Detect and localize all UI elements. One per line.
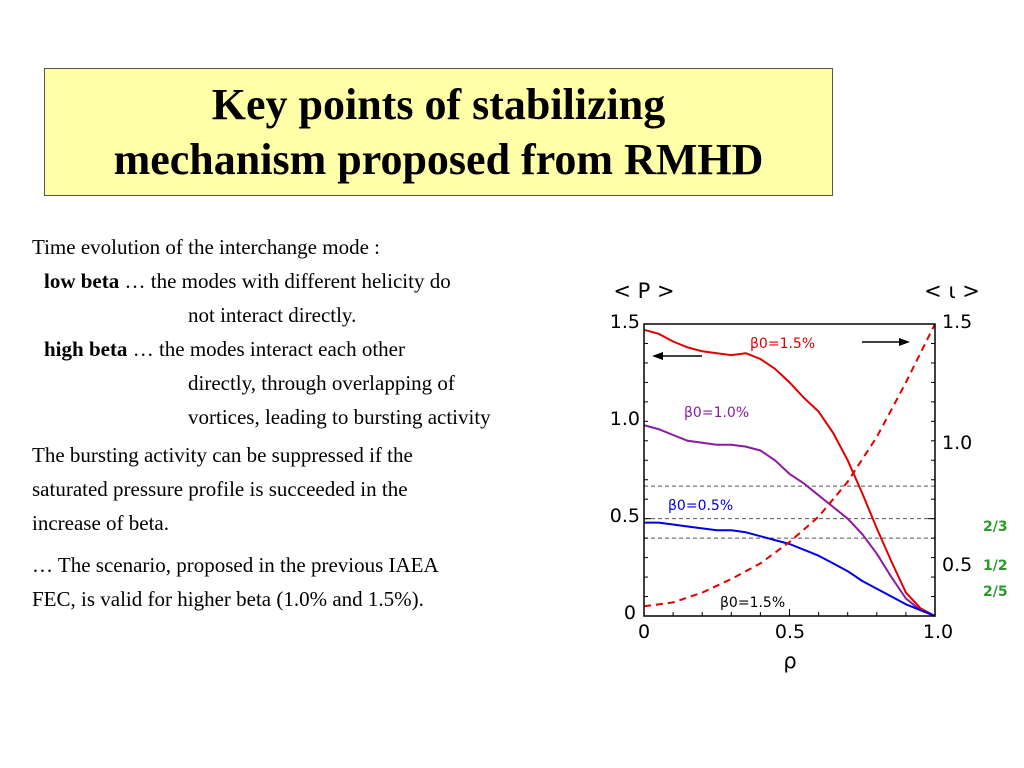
x-tick-labels xyxy=(638,621,953,643)
plot-frame xyxy=(644,324,935,616)
para2-line-1: The bursting activity can be suppressed if the xyxy=(32,443,413,467)
y-left-tick-labels xyxy=(610,311,640,624)
axis-ticks xyxy=(644,324,935,616)
para2-line-2: saturated pressure profile is succeeded in the xyxy=(32,477,408,501)
paragraph-3 xyxy=(32,548,602,616)
low-beta-text-1: … the modes with different helicity do xyxy=(119,269,451,293)
curve-label-beta-1-0: β0=1.0% xyxy=(684,405,750,421)
y-left-tick-label: 0 xyxy=(623,602,636,624)
y-left-tick-label: 0.5 xyxy=(609,505,640,527)
y-right-tick-label: 0.5 xyxy=(942,554,973,576)
intro-line: Time evolution of the interchange mode : xyxy=(32,235,380,259)
paragraph-2 xyxy=(32,438,602,540)
y-left-tick-label: 1.0 xyxy=(609,408,640,430)
para3-line-1: … The scenario, proposed in the previous IAEA xyxy=(32,553,439,577)
para3-line-2: FEC, is valid for higher beta (1.0% and 1.5%). xyxy=(32,587,424,611)
x-axis-label: ρ xyxy=(783,649,797,673)
series-line xyxy=(644,523,935,616)
low-beta-text-2: not interact directly. xyxy=(188,303,357,327)
high-beta-text-3: vortices, leading to bursting activity xyxy=(188,405,491,429)
rational-surface-labels xyxy=(983,519,1008,600)
title-line-1: Key points of stabilizing xyxy=(211,80,666,129)
text-block xyxy=(32,230,602,616)
y-right-tick-label: 1.5 xyxy=(942,311,973,333)
low-beta-label: low beta xyxy=(44,269,120,293)
y-axis-right-label: < ι > xyxy=(924,279,980,303)
curve-labels xyxy=(668,336,815,611)
rational-label-2-3: 2/3 xyxy=(983,519,1008,535)
title-line-2: mechanism proposed from RMHD xyxy=(113,135,764,184)
curve-label-iota-beta-1-5: β0=1.5% xyxy=(720,595,786,611)
y-axis-left-label: < P > xyxy=(613,279,675,303)
pressure-iota-chart xyxy=(600,268,1020,688)
rational-label-1-2: 1/2 xyxy=(983,558,1008,574)
low-beta-line xyxy=(44,264,602,298)
high-beta-text-2: directly, through overlapping of xyxy=(188,371,455,395)
high-beta-text-1: … the modes interact each other xyxy=(127,337,405,361)
y-left-tick-label: 1.5 xyxy=(609,311,640,333)
left-arrow-icon xyxy=(652,352,702,360)
series-line xyxy=(644,324,935,606)
x-tick-label: 0 xyxy=(637,621,651,643)
chart-curves xyxy=(644,324,935,616)
x-tick-label: 1.0 xyxy=(922,621,954,643)
para2-line-3: increase of beta. xyxy=(32,511,170,535)
y-right-tick-labels xyxy=(942,311,972,576)
title-box xyxy=(44,68,833,196)
series-line xyxy=(644,425,935,616)
rational-label-2-5: 2/5 xyxy=(983,584,1008,600)
high-beta-label: high beta xyxy=(44,337,128,361)
y-right-tick-label: 1.0 xyxy=(942,432,973,454)
right-arrow-icon xyxy=(862,338,910,346)
x-tick-label: 0.5 xyxy=(774,621,806,643)
curve-label-beta-0-5: β0=0.5% xyxy=(668,498,734,514)
high-beta-line xyxy=(44,332,602,366)
curve-label-beta-1-5: β0=1.5% xyxy=(750,336,816,352)
